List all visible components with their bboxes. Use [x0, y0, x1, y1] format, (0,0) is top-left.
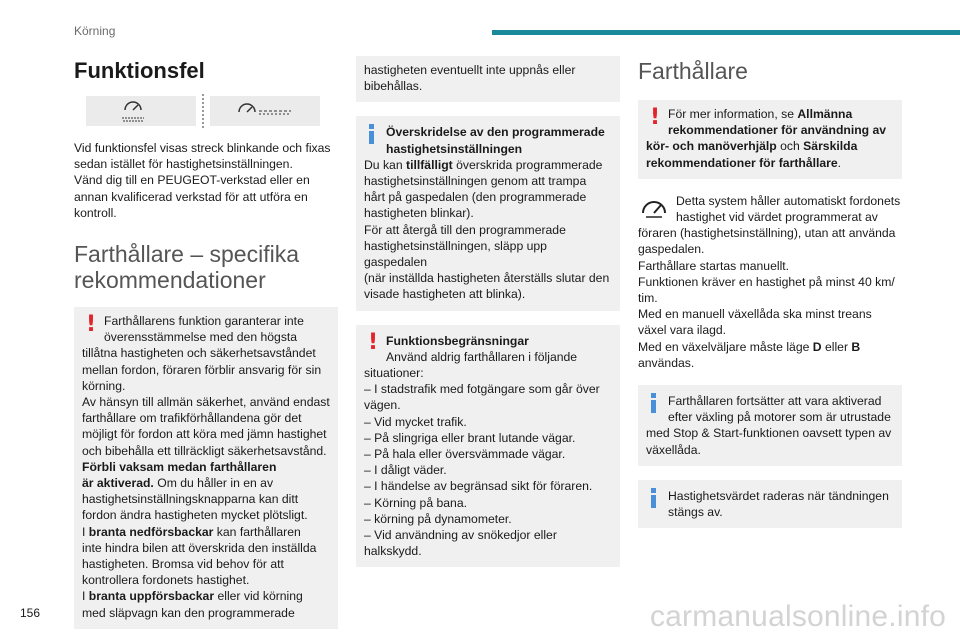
- text-line: (när inställda hastigheten återställs slutar den: [364, 271, 610, 286]
- text-line: användas.: [638, 355, 695, 370]
- info-box-stop-start: [638, 385, 902, 466]
- text-line: visade hastigheten att blinka).: [364, 287, 526, 302]
- bold-text: Allmänna: [797, 107, 853, 121]
- text-line: [82, 459, 330, 475]
- speed-display-fixed: [86, 96, 196, 126]
- malfunction-text: [74, 140, 338, 221]
- warning-icon: !: [368, 329, 379, 355]
- bold-text: kör- och manöverhjälp: [646, 139, 777, 154]
- text-line: För att återgå till den programmerade: [364, 222, 566, 237]
- text-line: Detta system håller automatiskt fordonets: [676, 193, 901, 208]
- bold-text: tillfälligt: [406, 157, 453, 172]
- cruise-dashes-icon: [235, 98, 295, 124]
- info-box-overspeed: [356, 116, 620, 310]
- text-line: med släpvagn kan den programmerade: [82, 605, 295, 620]
- text-line: halkskydd.: [364, 544, 422, 559]
- text-line: situationer:: [364, 366, 424, 381]
- text-line: – körning på dynamometer.: [364, 511, 512, 526]
- continued-warning-box: [356, 56, 620, 102]
- text-line: [82, 475, 330, 491]
- text-line: inte hindra bilen att överskrida den inställda: [82, 540, 317, 555]
- text-line: [646, 155, 894, 171]
- bold-text: är aktiverad.: [82, 476, 154, 491]
- cruise-body: [638, 225, 902, 371]
- text-line: vägen.: [364, 398, 401, 413]
- bold-text: rekommendationer för farthållare: [646, 155, 838, 170]
- text-line: Hastighetsvärdet raderas när tändningen: [668, 488, 889, 503]
- text-span: kan farthållaren: [213, 524, 301, 539]
- text-line: hastighet vid värdet programmerat av: [676, 210, 878, 225]
- bold-text: Funktionsbegränsningar: [386, 333, 529, 348]
- page-number: 156: [20, 606, 41, 620]
- text-line: med Stop & Start-funktionen oavsett typen av: [646, 426, 892, 441]
- text-line: hastighetsinställningsknapparna kan ditt: [82, 492, 299, 507]
- text-line: hastigheten eventuellt inte uppnås eller: [364, 63, 576, 77]
- text-line: [646, 122, 894, 138]
- heading-line: rekommendationer: [74, 267, 266, 294]
- bold-text: Förbli vaksam medan farthållaren: [82, 459, 277, 474]
- text-line: överensstämmelse med den högsta: [104, 330, 298, 345]
- text-line: kontroll.: [74, 205, 117, 220]
- text-span: .: [837, 155, 842, 170]
- text-line: Funktionen kräver en hastighet på minst 40 km/: [638, 274, 895, 289]
- text-line: Av hänsyn till allmän säkerhet, använd endast: [82, 395, 330, 410]
- text-span: I: [82, 524, 89, 539]
- text-line: Med en manuell växellåda ska minst treans: [638, 307, 872, 322]
- speed-display-blinking: [210, 96, 320, 126]
- text-line: hastigheten. Bromsa vid behov för att: [82, 557, 284, 572]
- heading-malfunction: Funktionsfel: [74, 58, 205, 83]
- heading-recommendations: [74, 241, 338, 293]
- text-line: fordon ändra hastigheten mycket plötsligt.: [82, 508, 308, 523]
- text-span: För mer information, se: [668, 107, 798, 121]
- text-span: eller: [821, 339, 852, 354]
- text-line: [646, 138, 894, 154]
- text-line: hastighetsinställningen, släpp upp gaspedalen: [364, 238, 547, 270]
- text-line: föraren (hastighetsinställning), utan att använda: [638, 226, 896, 241]
- text-line: [82, 524, 330, 540]
- bold-text: D: [812, 339, 822, 354]
- text-span: Med en växelväljare måste läge: [638, 339, 813, 354]
- bold-text: rekommendationer för användning av: [668, 123, 887, 138]
- text-span: I: [82, 589, 89, 604]
- text-line: annan kvalificerad verkstad för att utföra en: [74, 189, 308, 204]
- text-line: [82, 588, 330, 604]
- text-span: och: [776, 139, 804, 154]
- text-line: körning.: [82, 378, 126, 393]
- cruise-fault-icon: [119, 98, 163, 124]
- text-line: växel vara ilagd.: [638, 323, 727, 338]
- text-line: tillåtna hastigheten och säkerhetsavståndet: [82, 346, 316, 361]
- info-icon: [650, 393, 656, 413]
- text-line: möjligt för fordon att köra med jämn hastighet: [82, 427, 327, 442]
- display-illustration: [86, 92, 338, 130]
- text-line: – På hala eller översvämmade vägar.: [364, 447, 566, 462]
- header-accent-bar: [492, 30, 960, 35]
- warning-box: [74, 307, 338, 629]
- text-line: [364, 333, 612, 349]
- bold-text: branta nedförsbackar: [88, 524, 214, 539]
- cruise-intro: [676, 193, 900, 225]
- text-line: Farthållaren fortsätter att vara aktiverad: [668, 394, 882, 409]
- warning-icon: !: [650, 105, 661, 130]
- text-span: Du kan: [364, 157, 407, 172]
- text-line: Farthållarens funktion garanterar inte: [104, 314, 304, 329]
- info-box-ignition: [638, 480, 902, 528]
- text-line: – På slingriga eller brant lutande vägar.: [364, 430, 576, 445]
- heading-line: Farthållare – specifika: [74, 241, 299, 268]
- text-line: [638, 339, 902, 355]
- text-line: växellåda.: [646, 442, 701, 457]
- text-span: överskrida programmerade: [452, 157, 603, 172]
- text-line: sedan istället för hastighetsinställningen.: [74, 157, 293, 172]
- text-line: [646, 106, 894, 122]
- bold-text: branta uppförsbackar: [88, 589, 215, 604]
- text-line: Farthållare startas manuellt.: [638, 258, 790, 273]
- text-line: Vänd dig till en PEUGEOT-verkstad eller en: [74, 173, 310, 188]
- text-line: kontrollera fordonets hastighet.: [82, 573, 250, 588]
- text-line: Vid funktionsfel visas streck blinkande och fixas: [74, 141, 331, 155]
- text-line: [364, 141, 612, 157]
- warning-box-limits: [356, 325, 620, 568]
- text-line: bibehållas.: [364, 79, 423, 94]
- text-line: Använd aldrig farthållaren i följande: [386, 349, 578, 364]
- text-span: Om du håller in en av: [153, 476, 274, 491]
- text-span: eller vid körning: [214, 589, 303, 604]
- text-line: – I stadstrafik med fotgängare som går över: [364, 382, 600, 397]
- text-line: – Vid användning av snökedjor eller: [364, 528, 557, 543]
- text-line: efter växling på motorer som är utrustade: [668, 410, 891, 425]
- warning-icon: !: [86, 312, 97, 338]
- column-3: [638, 50, 902, 528]
- text-line: [364, 124, 612, 140]
- text-line: – Vid mycket trafik.: [364, 414, 467, 429]
- info-icon: [368, 124, 374, 144]
- text-line: hastigheten blinkar).: [364, 206, 474, 221]
- text-line: farthållare om trafikförhållandena gör det: [82, 411, 302, 426]
- text-line: mellan fordon, föraren förblir ansvarig för sin: [82, 362, 322, 377]
- heading-cruise-control: Farthållare: [638, 58, 748, 84]
- text-line: hårt på gaspedalen (den programmerade: [364, 190, 587, 205]
- text-line: – Körning på bana.: [364, 495, 467, 510]
- column-1: [74, 50, 338, 629]
- text-line: [364, 157, 612, 173]
- text-line: – I händelse av begränsad sikt för föraren.: [364, 479, 593, 494]
- text-line: stängs av.: [668, 505, 723, 520]
- bold-text: Överskridelse av den programmerade: [386, 125, 605, 140]
- warning-box-more-info: [638, 100, 902, 179]
- illustration-divider: [202, 94, 204, 128]
- cruise-control-icon: [638, 193, 670, 225]
- bold-text: B: [851, 339, 861, 354]
- column-2: [356, 50, 620, 567]
- text-line: – I dåligt väder.: [364, 463, 447, 478]
- watermark: carmanualsonline.info: [649, 600, 946, 633]
- cruise-description: [638, 193, 902, 225]
- text-line: och bibehålla ett tillräckligt säkerhetsavstånd.: [82, 443, 327, 458]
- bold-text: Särskilda: [803, 139, 858, 154]
- text-line: gaspedalen.: [638, 242, 705, 257]
- text-line: hastighetsinställningen genom att trampa: [364, 174, 587, 189]
- section-title: Körning: [74, 24, 116, 38]
- text-line: tim.: [638, 291, 658, 306]
- bold-text: hastighetsinställningen: [386, 141, 523, 156]
- info-icon: [650, 488, 656, 508]
